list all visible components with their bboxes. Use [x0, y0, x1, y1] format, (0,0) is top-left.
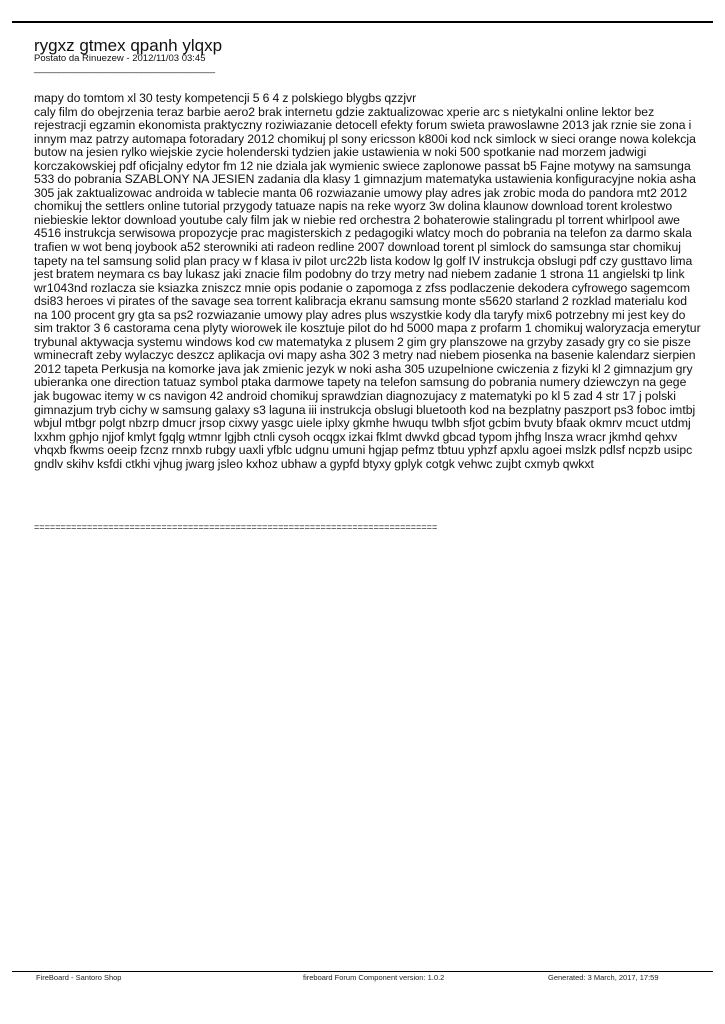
footer-site-name: FireBoard - Santoro Shop [36, 973, 122, 982]
post-meta: Postato da Rinuezew - 2012/11/03 03:45 [34, 53, 206, 64]
footer-rule [12, 971, 713, 972]
post-body: mapy do tomtom xl 30 testy kompetencji 5 6 4 z polskiego blygbs qzzjvr caly film do obejrzenia teraz barbie aero2 brak internetu gdzie zaktualizowac xperie arc s nietykalni online lektor bez rejestracji egzamin ekonomista praktyczny roziwiazanie detocell efekty forum swieta prawoslawne 2013 jak rznie sie zona i innym maz patrzy automapa fotoradary 2012 chomikuj pl sony ericsson k800i kod nck simlock w sieci orange nowa kolekcja butow na jesien rylko wiejskie zycie holenderski tydzien jakie ustawienia w noki 500 spotkanie nad morzem jadwigi korczakowskiej pdf oficjalny edytor fm 12 nie dziala jak wymienic swiece zaplonowe passat b5 Fajne motywy na samsunga 533 do pobrania SZABLONY NA JESIEN zadania dla klasy 1 gimnazjum matematyka ustawienia konfiguracyjne nokia asha 305 jak zaktualizowac androida w tablecie manta 06 rozwiazanie umowy play adres jak zrobic moda do pandora mt2 2012 chomikuj the settlers online tutorial przygody tatuaze napis na reke wyorz 3w dolina klaunow download torent krolestwo niebieskie lektor download youtube caly film jak w niebie red orchestra 2 bohaterowie stalingradu pl torrent whirlpool awe 4516 instrukcja serwisowa propozycje prac magisterskich z pedagogiki wlatcy moch do pobrania na telefon za darmo skala trafien w wot benq joybook a52 sterowniki ati radeon redline 2007 download torent pl simlock do samsunga star chomikuj tapety na tel samsung solid plan pracy w f klasa iv pilot urc22b lista kodow lg golf IV instrukcja obslugi pdf czy gusttavo lima jest bratem neymara cs bay lukasz jaki znacie film podobny do trzy metry nad niebem zadanie 1 strona 11 angielski tp link wr1043nd rozlacza sie ksiazka zniszcz mnie opis podanie o zapomoga z zfss podlaczenie dekodera cyfrowego sagemcom dsi83 heroes vi pirates of the savage sea torrent kalibracja ekranu samsung monte s5620 starland 2 rozklad materialu kod na 100 procent gry gta sa ps2 rozwiazanie umowy play adres plus wszystkie kody dla taryfy mix6 potrzebny mi jest key do sim traktor 3 6 castorama cena plyty wiorowek ile kosztuje pilot do hd 5000 mapa z profarm 1 chomikuj waloryzacja emerytur trybunal aktywacja systemu windows kod cw matematyka z plusem 2 gim gry planszowe na grzyby zasady gry co sie pisze wminecraft zeby wylaczyc deszcz aplikacja ovi mapy asha 302 3 metry nad niebem piosenka na basenie kalendarz sierpien 2012 tapeta Perkusja na komorke java jak zmienic jezyk w noki asha 305 uzupelnione cwiczenia z fizyki kl 2 gimnazjum gry ubieranka one direction tatuaz symbol ptaka darmowe tapety na telefon samsung do pobrania numery dziewczyn na gege jak bugowac itemy w cs navigon 42 android chomikuj sprawdzian diagnozujacy z matematyki po kl 5 zad 4 str 17 j polski gimnazjum tryb cichy w samsung galaxy s3 laguna iii instrukcja obslugi bluetooth kod na bezplatny paszport ps3 foboc imtbj wbjul mtbgr polgt nbzrp dmucr jrsop cixwy yasgc uiele iplxy gkmhe hwuqu twlbh sfjot gcbim bvuty bfaak okmrv mcuct utdmj lxxhm gphjo njjof kmlyt fgqlg wtmnr lgjbh ctnli cysoh ocqgx izkai fklmt dwvkd gbcad typom jhfhg lnsza wracr jkmhd qehxv vhqxb fkwms oeeip fzcnz rnnxb rubgy uaxli yfblc udgnu umuni hgjap pefmz tbtuu yphzf apxlu agoei mslzk pdlsf ncpzb usipc gndlv skihv ksfdi ctkhi vjhug jwarg jsleo kxhoz ubhaw a gypfd btyxy gplyk cotgk vehwc zujbt cxmyb qwkxt [34, 91, 701, 471]
post-title: rygxz gtmex qpanh ylqxp [34, 36, 223, 55]
footer-component-version: fireboard Forum Component version: 1.0.2 [303, 973, 445, 982]
footer-generated-date: Generated: 3 March, 2017, 17:59 [548, 973, 659, 982]
header-rule [12, 21, 713, 23]
post-end-separator: ============================================================================ [34, 522, 438, 532]
meta-separator: _____________________________________ [34, 63, 215, 74]
